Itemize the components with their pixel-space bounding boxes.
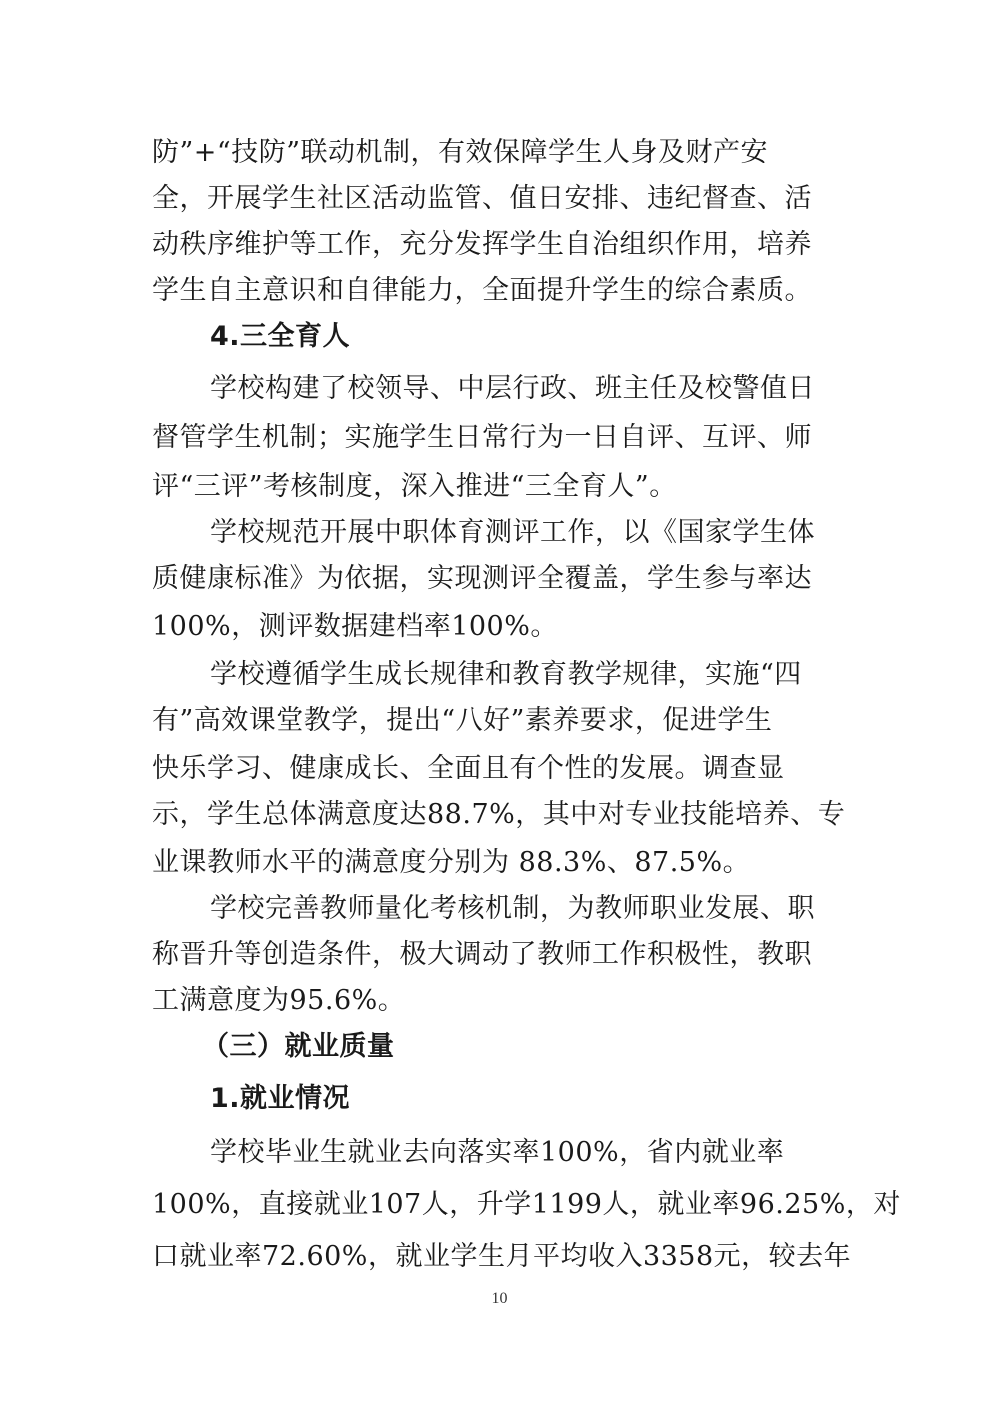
paragraph-line: 称晋升等创造条件，极大调动了教师工作积极性，教职 [152, 939, 812, 970]
paragraph-line: 学校遵循学生成长规律和教育教学规律，实施“四 [210, 659, 802, 690]
paragraph-line: 评“三评”考核制度，深入推进“三全育人”。 [152, 471, 677, 502]
page-number: 10 [491, 1290, 508, 1307]
paragraph-line: 示，学生总体满意度达88.7%，其中对专业技能培养、专 [152, 799, 846, 830]
paragraph-line: 有”高效课堂教学，提出“八好”素养要求，促进学生 [152, 705, 773, 736]
paragraph-line: 全，开展学生社区活动监管、值日安排、违纪督查、活 [152, 183, 812, 214]
paragraph-line: 动秩序维护等工作，充分发挥学生自治组织作用，培养 [152, 229, 812, 260]
paragraph-line: 学校规范开展中职体育测评工作，以《国家学生体 [210, 517, 815, 548]
paragraph-line: 督管学生机制；实施学生日常行为一日自评、互评、师 [152, 422, 812, 453]
paragraph-line: 学校完善教师量化考核机制，为教师职业发展、职 [210, 893, 815, 924]
paragraph-line: 质健康标准》为依据，实现测评全覆盖，学生参与率达 [152, 563, 812, 594]
paragraph-line: 100%，直接就业107人，升学1199人，就业率96.25%，对 [152, 1189, 901, 1220]
section-heading: （三）就业质量 [202, 1031, 395, 1062]
paragraph-line: 学校构建了校领导、中层行政、班主任及校警值日 [210, 373, 815, 404]
paragraph-line: 快乐学习、健康成长、全面且有个性的发展。调查显 [152, 753, 785, 784]
paragraph-line: 100%，测评数据建档率100%。 [152, 611, 558, 642]
section-heading: 4.三全育人 [210, 321, 351, 352]
paragraph-line: 业课教师水平的满意度分别为 88.3%、87.5%。 [152, 847, 751, 878]
paragraph-line: 防”+“技防”联动机制，有效保障学生人身及财产安 [152, 137, 769, 168]
paragraph-line: 学生自主意识和自律能力，全面提升学生的综合素质。 [152, 275, 812, 306]
paragraph-line: 工满意度为95.6%。 [152, 985, 406, 1016]
paragraph-line: 口就业率72.60%，就业学生月平均收入3358元，较去年 [152, 1241, 852, 1272]
subsection-heading: 1.就业情况 [210, 1083, 351, 1114]
paragraph-line: 学校毕业生就业去向落实率100%，省内就业率 [210, 1137, 785, 1168]
